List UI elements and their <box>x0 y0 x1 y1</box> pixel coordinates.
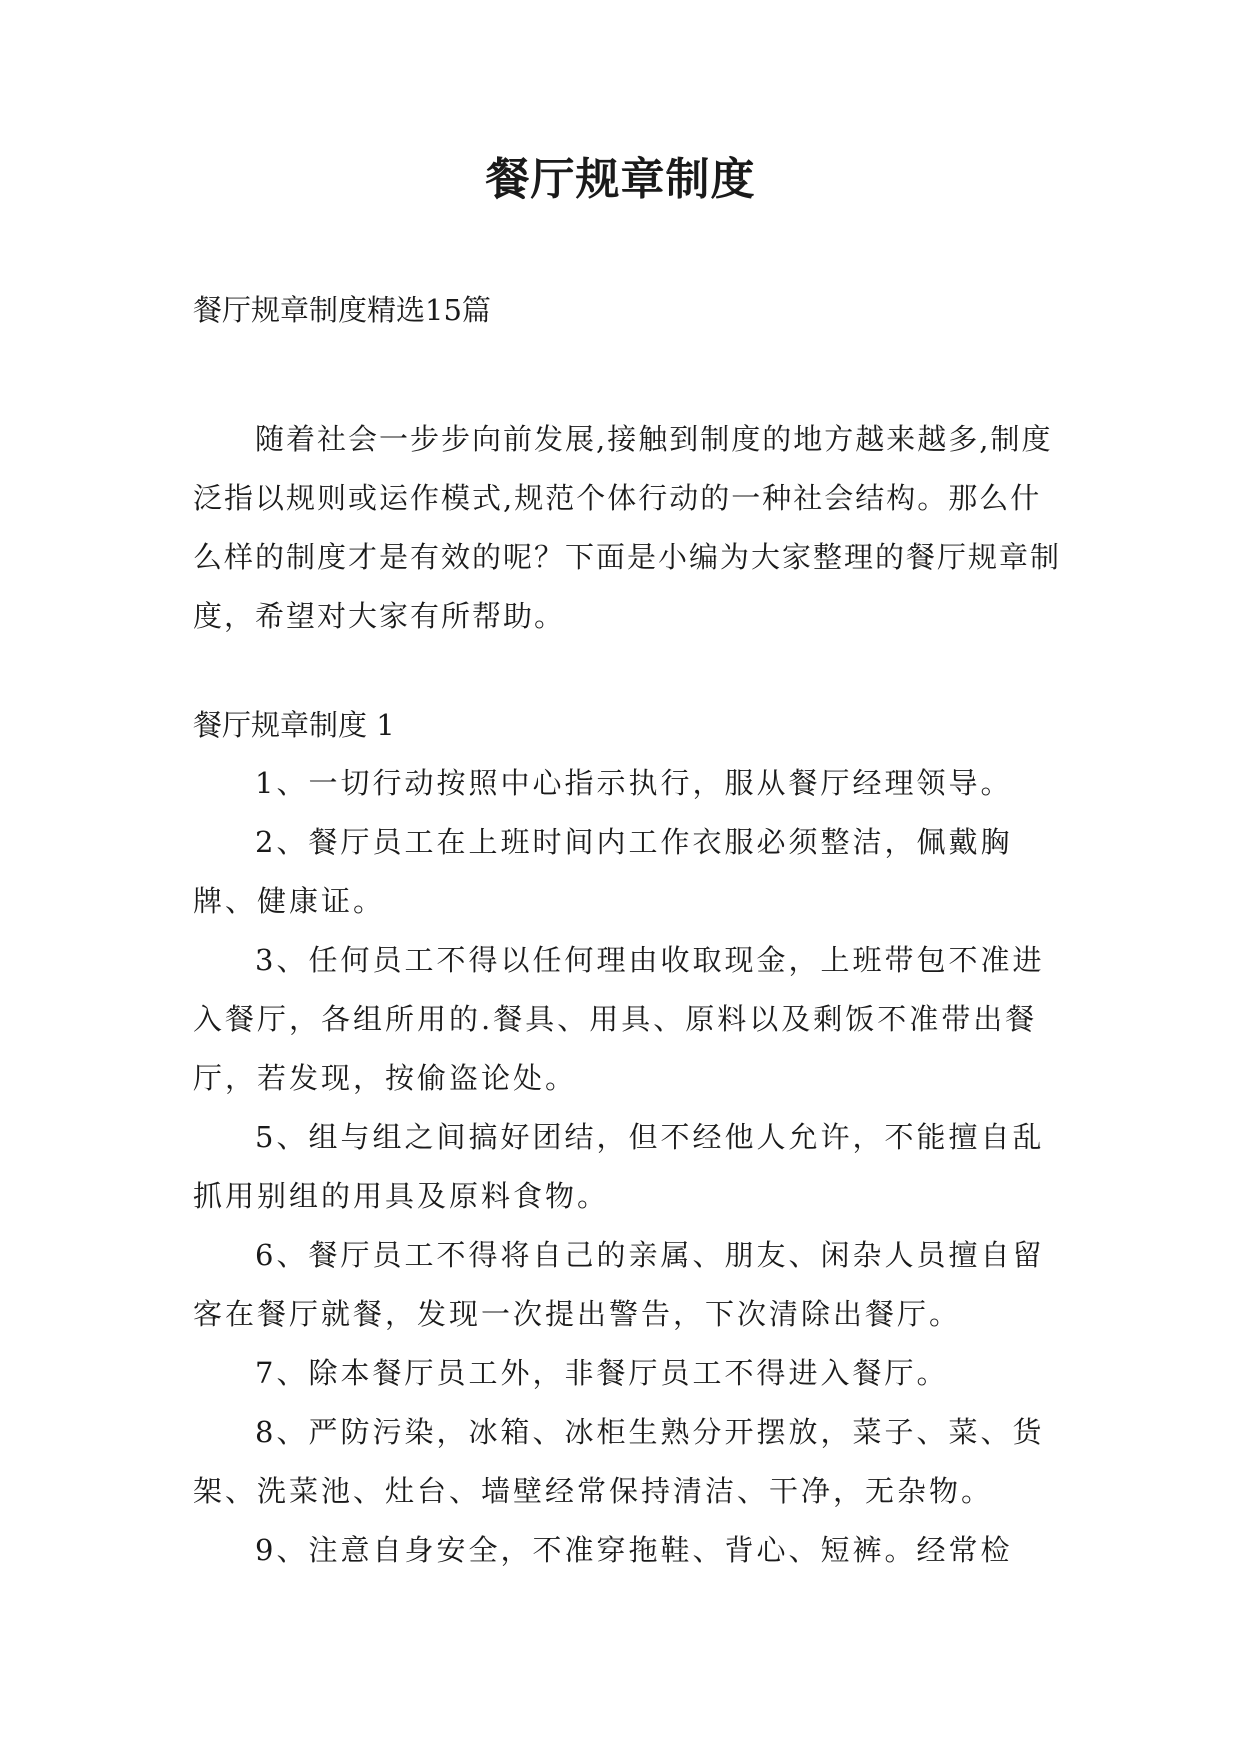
rule-item: 9、注意自身安全，不准穿拖鞋、背心、短裤。经常检 <box>255 1533 1013 1567</box>
intro-paragraph: 随着社会一步步向前发展,接触到制度的地方越来越多,制度泛指以规则或运作模式,规范个体行动的一种社会结构。那么什么样的制度才是有效的呢？下面是小编为大家整理的餐厅规章制度，希望对大家有所帮助。 <box>193 422 1062 633</box>
rule-item: 3、任何员工不得以任何理由收取现金，上班带包不准进入餐厅，各组所用的.餐具、用具、原料以及剩饭不准带出餐厅，若发现，按偷盗论处。 <box>193 943 1045 1095</box>
rule-item: 1、一切行动按照中心指示执行，服从餐厅经理领导。 <box>255 766 1013 800</box>
rule-item: 2、餐厅员工在上班时间内工作衣服必须整洁，佩戴胸牌、健康证。 <box>193 825 1013 918</box>
rule-item: 6、餐厅员工不得将自己的亲属、朋友、闲杂人员擅自留客在餐厅就餐，发现一次提出警告，下次清除出餐厅。 <box>193 1238 1045 1331</box>
rule-item: 7、除本餐厅员工外，非餐厅员工不得进入餐厅。 <box>255 1356 949 1390</box>
rule-item: 8、严防污染，冰箱、冰柜生熟分开摆放，菜子、菜、货架、洗菜池、灶台、墙壁经常保持清洁、干净，无杂物。 <box>193 1415 1045 1508</box>
rules-list <box>193 754 1063 1580</box>
section-heading: 餐厅规章制度 1 <box>193 708 395 742</box>
rule-item: 5、组与组之间搞好团结，但不经他人允许，不能擅自乱抓用别组的用具及原料食物。 <box>193 1120 1045 1213</box>
document-subtitle: 餐厅规章制度精选15篇 <box>193 293 491 327</box>
document-title: 餐厅规章制度 <box>485 154 756 205</box>
